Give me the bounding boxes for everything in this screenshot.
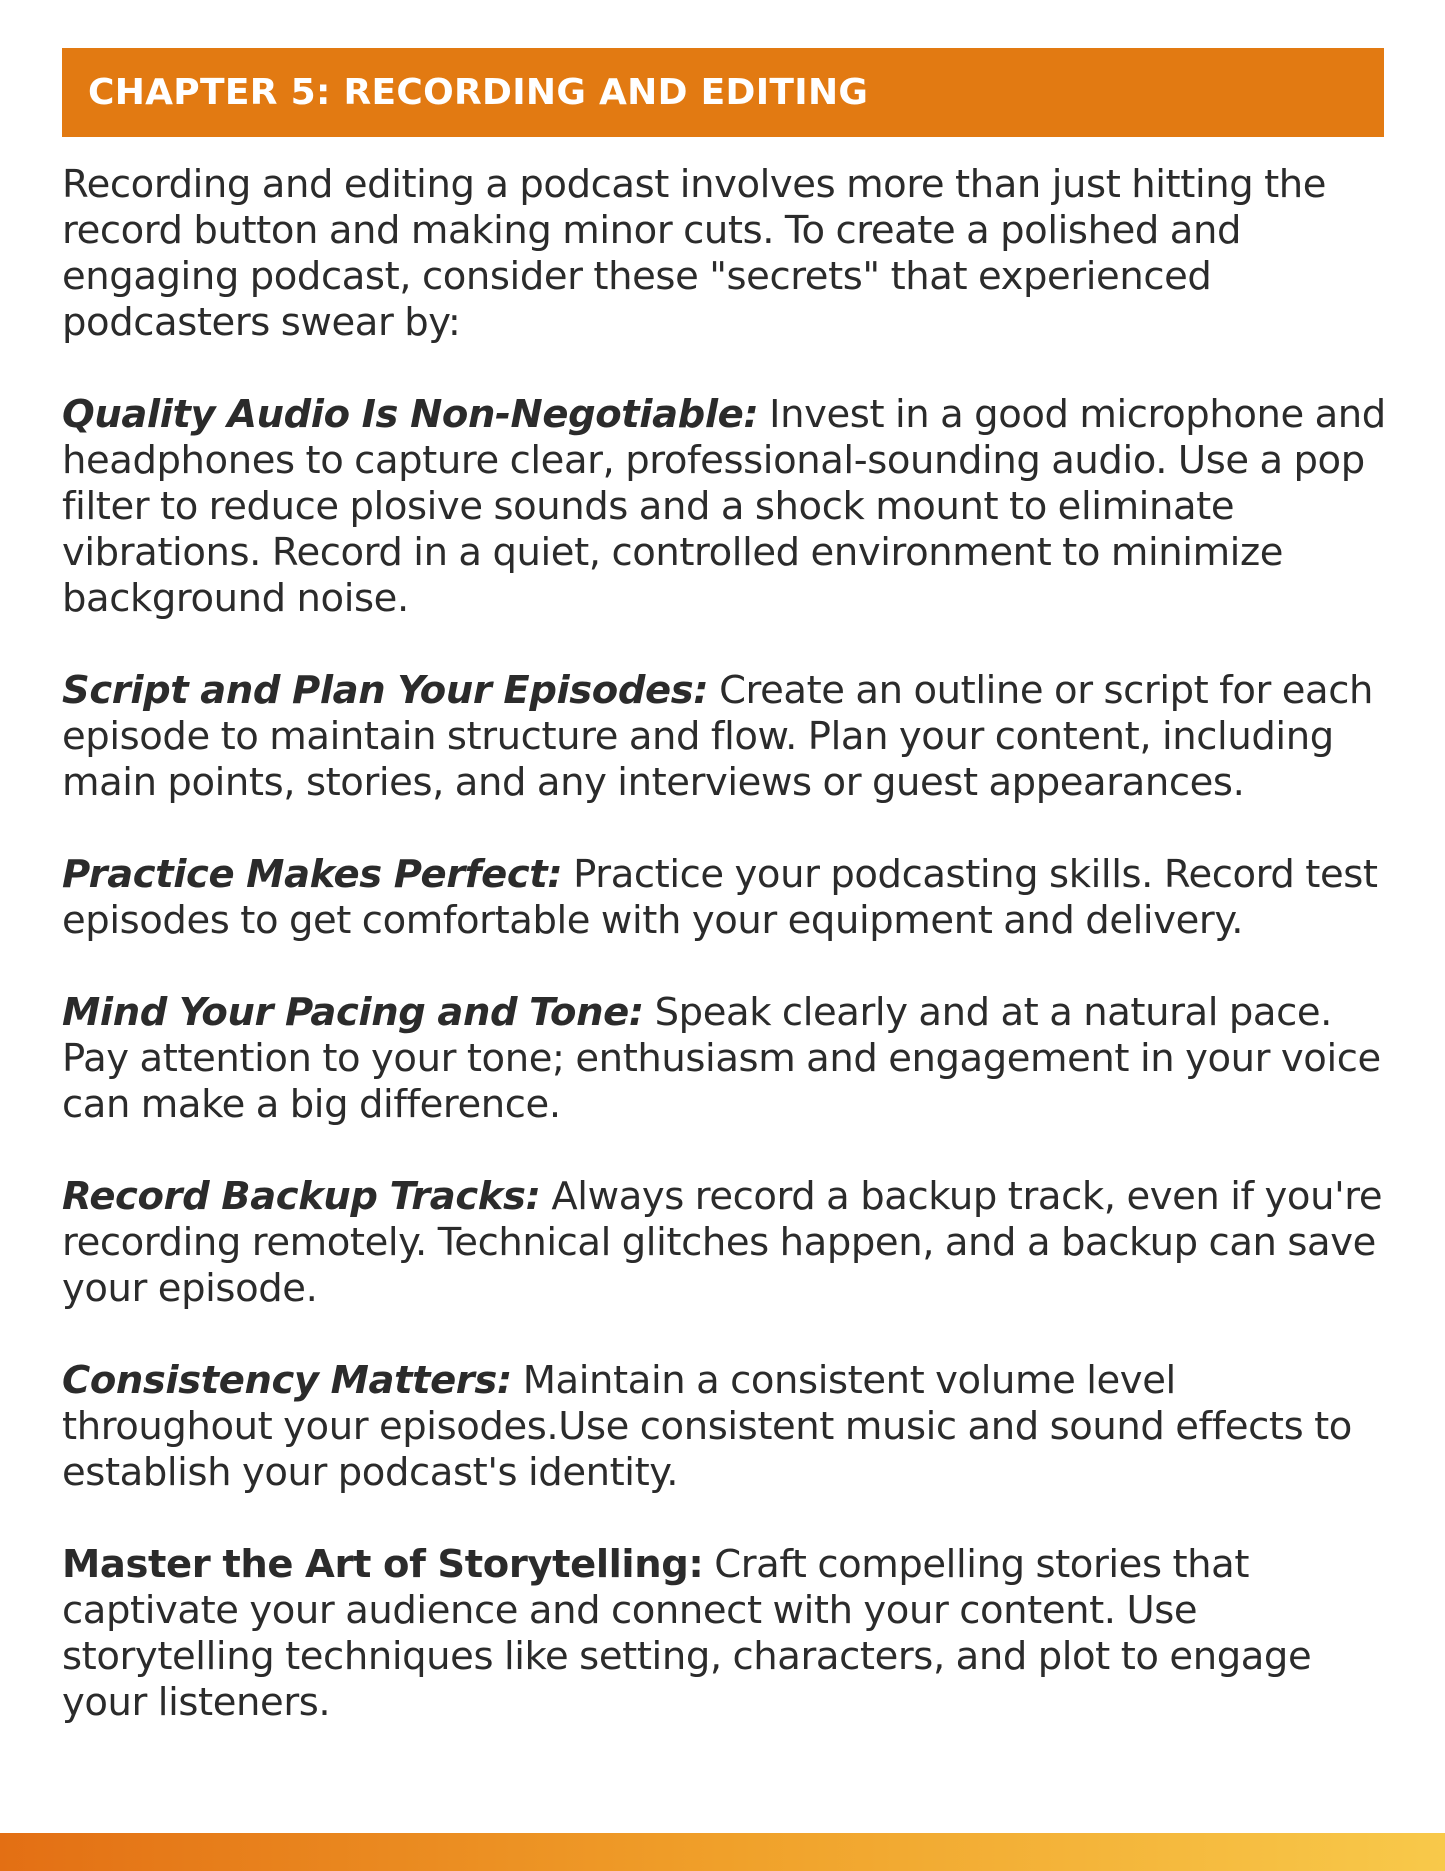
section-script-plan: [62, 668, 1392, 806]
section-heading: Mind Your Pacing and Tone:: [62, 990, 644, 1035]
section-pacing-tone: [62, 990, 1392, 1128]
section-text: Speak clearly and at a natural pace. Pay attention to your tone; enthusiasm and engagement in your voice can make a big difference.: [62, 990, 1381, 1127]
section-consistency: [62, 1358, 1392, 1496]
section-heading: Practice Makes Perfect:: [62, 852, 563, 897]
section-backup-tracks: [62, 1174, 1392, 1312]
section-heading: Master the Art of Storytelling:: [62, 1542, 704, 1587]
section-text: Practice your podcasting skills. Record test episodes to get comfortable with your equipment and delivery.: [62, 852, 1378, 943]
section-quality-audio: [62, 392, 1392, 622]
chapter-title: CHAPTER 5: RECORDING AND EDITING: [88, 72, 869, 113]
section-storytelling: [62, 1542, 1392, 1726]
section-text: Create an outline or script for each episode to maintain structure and flow. Plan your content, including main points, stories, and any interviews or guest appearances.: [62, 668, 1374, 805]
section-heading: Record Backup Tracks:: [62, 1174, 541, 1219]
section-text: Invest in a good microphone and headphones to capture clear, professional-sounding audio. Use a pop filter to reduce plosive sounds and a shock mount to eliminate vibrations. Record in a quiet, controlled environment to minimize background noise.: [62, 392, 1386, 621]
section-text: Craft compelling stories that captivate your audience and connect with your content. Use storytelling techniques like setting, characters, and plot to engage your listeners.: [62, 1542, 1312, 1725]
footer-gradient-bar: [0, 1833, 1445, 1871]
document-body: [62, 162, 1392, 1772]
chapter-banner: [62, 48, 1384, 137]
section-text: Maintain a consistent volume level throughout your episodes.Use consistent music and sound effects to establish your podcast's identity.: [62, 1358, 1352, 1495]
section-heading: Script and Plan Your Episodes:: [62, 668, 709, 713]
section-practice: [62, 852, 1392, 944]
section-heading: Consistency Matters:: [62, 1358, 512, 1403]
section-heading: Quality Audio Is Non-Negotiable:: [62, 392, 759, 437]
section-text: Always record a backup track, even if you're recording remotely. Technical glitches happen, and a backup can save your episode.: [62, 1174, 1383, 1311]
intro-paragraph: Recording and editing a podcast involves more than just hitting the record button and making minor cuts. To create a polished and engaging podcast, consider these "secrets" that experienced podcasters swear by:: [62, 162, 1327, 345]
